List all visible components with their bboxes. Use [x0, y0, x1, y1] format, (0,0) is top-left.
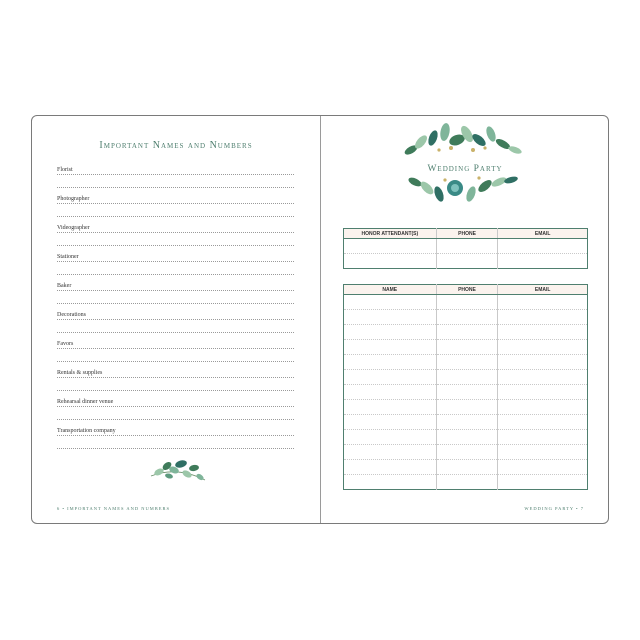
table-cell[interactable]	[498, 254, 588, 269]
table-cell[interactable]	[436, 385, 498, 400]
column-header: HONOR ATTENDANT(S)	[344, 229, 437, 239]
table-row	[344, 254, 588, 269]
table-row	[344, 475, 588, 490]
table-cell[interactable]	[498, 340, 588, 355]
table-cell[interactable]	[498, 295, 588, 310]
table-cell[interactable]	[344, 254, 437, 269]
table-row	[344, 340, 588, 355]
table-header-row	[344, 285, 588, 295]
column-header: NAME	[344, 285, 437, 295]
table-cell[interactable]	[436, 254, 498, 269]
left-page	[32, 116, 320, 523]
table-row	[344, 370, 588, 385]
write-line[interactable]	[57, 419, 294, 420]
write-line[interactable]	[57, 187, 294, 188]
table-row	[344, 310, 588, 325]
table-cell[interactable]	[344, 475, 437, 490]
entry-label: Stationer	[57, 254, 79, 260]
table-cell[interactable]	[344, 340, 437, 355]
table-cell[interactable]	[498, 460, 588, 475]
column-header: PHONE	[436, 229, 498, 239]
table-cell[interactable]	[344, 355, 437, 370]
table-cell[interactable]	[344, 370, 437, 385]
write-line[interactable]	[57, 435, 294, 436]
table-cell[interactable]	[436, 295, 498, 310]
table-cell[interactable]	[436, 430, 498, 445]
entry-label: Transportation company	[57, 428, 116, 434]
table-cell[interactable]	[498, 325, 588, 340]
table-cell[interactable]	[436, 415, 498, 430]
table-cell[interactable]	[344, 460, 437, 475]
table-row	[344, 325, 588, 340]
table-cell[interactable]	[344, 310, 437, 325]
write-line[interactable]	[57, 174, 294, 175]
write-line[interactable]	[57, 261, 294, 262]
table-cell[interactable]	[498, 239, 588, 254]
write-line[interactable]	[57, 203, 294, 204]
table-cell[interactable]	[436, 239, 498, 254]
name-entry	[57, 196, 294, 220]
table-cell[interactable]	[344, 445, 437, 460]
table-cell[interactable]	[498, 400, 588, 415]
entry-label: Baker	[57, 283, 72, 289]
name-entry	[57, 370, 294, 394]
write-line[interactable]	[57, 377, 294, 378]
write-line[interactable]	[57, 232, 294, 233]
table-cell[interactable]	[498, 430, 588, 445]
table-row	[344, 430, 588, 445]
table-cell[interactable]	[344, 430, 437, 445]
entry-label: Rentals & supplies	[57, 370, 103, 376]
table-row	[344, 385, 588, 400]
write-line[interactable]	[57, 448, 294, 449]
entry-label: Videographer	[57, 225, 90, 231]
honor-attendants-table	[343, 228, 588, 269]
name-entry	[57, 312, 294, 336]
right-page	[321, 116, 609, 523]
table-cell[interactable]	[436, 475, 498, 490]
name-entry	[57, 225, 294, 249]
book-spread	[31, 115, 609, 524]
table-cell[interactable]	[436, 355, 498, 370]
name-entry	[57, 283, 294, 307]
table-row	[344, 415, 588, 430]
wedding-party-table	[343, 284, 588, 490]
table-cell[interactable]	[344, 385, 437, 400]
table-cell[interactable]	[498, 475, 588, 490]
entry-label: Rehearsal dinner venue	[57, 399, 114, 405]
write-line[interactable]	[57, 332, 294, 333]
column-header: EMAIL	[498, 285, 588, 295]
entry-label: Photographer	[57, 196, 90, 202]
write-line[interactable]	[57, 319, 294, 320]
write-line[interactable]	[57, 348, 294, 349]
table-row	[344, 239, 588, 254]
write-line[interactable]	[57, 216, 294, 217]
table-cell[interactable]	[498, 310, 588, 325]
table-cell[interactable]	[344, 325, 437, 340]
write-line[interactable]	[57, 390, 294, 391]
table-cell[interactable]	[498, 355, 588, 370]
entry-label: Favors	[57, 341, 74, 347]
column-header: PHONE	[436, 285, 498, 295]
name-entry	[57, 254, 294, 278]
column-header: EMAIL	[498, 229, 588, 239]
right-page-title: Wedding Party	[427, 164, 503, 174]
table-cell[interactable]	[436, 325, 498, 340]
table-cell[interactable]	[436, 370, 498, 385]
table-header-row	[344, 229, 588, 239]
name-entry	[57, 428, 294, 452]
table-cell[interactable]	[344, 415, 437, 430]
write-line[interactable]	[57, 274, 294, 275]
table-cell[interactable]	[498, 370, 588, 385]
table-cell[interactable]	[436, 310, 498, 325]
write-line[interactable]	[57, 245, 294, 246]
table-cell[interactable]	[498, 385, 588, 400]
leaf-sprig-icon	[147, 456, 209, 486]
name-entry	[57, 399, 294, 423]
table-row	[344, 295, 588, 310]
table-cell[interactable]	[344, 239, 437, 254]
entry-label: Decorations	[57, 312, 86, 318]
table-row	[344, 460, 588, 475]
table-cell[interactable]	[436, 445, 498, 460]
right-page-footer: WEDDING PARTY • 7	[524, 506, 584, 511]
write-line[interactable]	[57, 290, 294, 291]
table-cell[interactable]	[344, 295, 437, 310]
left-page-footer: 6 • IMPORTANT NAMES AND NUMBERS	[57, 506, 170, 511]
name-entry	[57, 167, 294, 191]
left-page-title: Important Names and Numbers	[99, 140, 253, 151]
table-cell[interactable]	[436, 460, 498, 475]
table-cell[interactable]	[344, 400, 437, 415]
entry-label: Florist	[57, 167, 73, 173]
table-cell[interactable]	[436, 400, 498, 415]
write-line[interactable]	[57, 303, 294, 304]
table-cell[interactable]	[436, 340, 498, 355]
write-line[interactable]	[57, 361, 294, 362]
table-row	[344, 355, 588, 370]
write-line[interactable]	[57, 406, 294, 407]
name-entry	[57, 341, 294, 365]
table-row	[344, 400, 588, 415]
table-cell[interactable]	[498, 415, 588, 430]
table-row	[344, 445, 588, 460]
table-cell[interactable]	[498, 445, 588, 460]
